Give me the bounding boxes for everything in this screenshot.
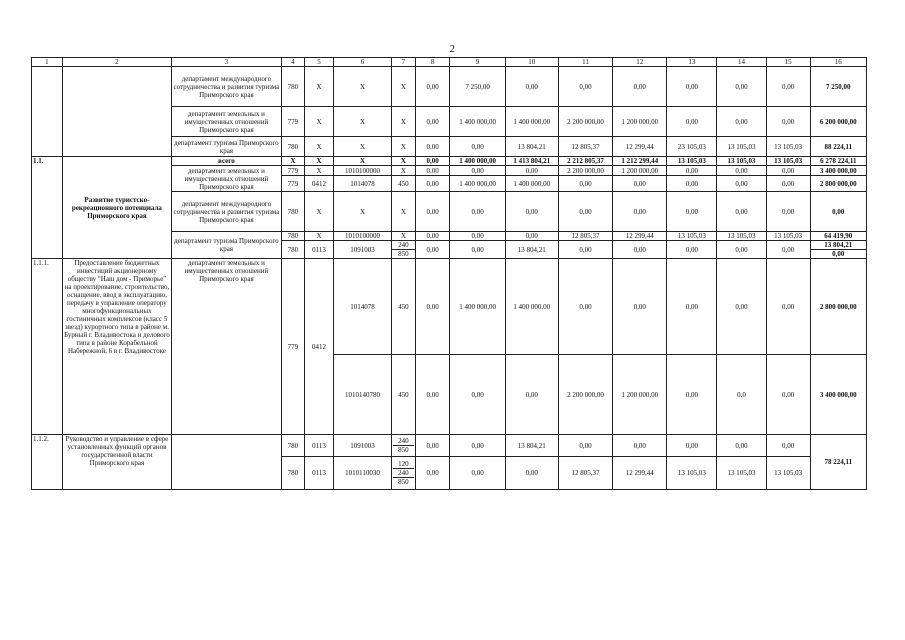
header-cell: 12 — [613, 58, 667, 67]
cell: 0,00 — [613, 259, 667, 355]
cell: 1 413 804,21 — [505, 157, 558, 166]
cell: 0,00 — [766, 192, 810, 232]
cell: 0,00 — [717, 435, 766, 457]
cell: Х — [333, 107, 391, 137]
cell: 1010100000 — [333, 166, 391, 176]
cell: 0,00 — [558, 241, 612, 259]
page-number: 2 — [449, 43, 456, 55]
header-cell: 2 — [62, 58, 171, 67]
cell: 1010100000 — [333, 232, 391, 241]
cell: 1091003 — [333, 241, 391, 259]
cell: 0,00 — [415, 457, 450, 490]
header-cell: 16 — [810, 58, 866, 67]
header-cell: 14 — [717, 58, 766, 67]
cell: 12 299,44 — [613, 137, 667, 157]
cell: Х — [305, 157, 334, 166]
cell-stack — [392, 435, 416, 457]
cell-executor: департамент международного сотрудничества и развития туризма Приморского края — [172, 67, 281, 107]
cell: 0,00 — [415, 435, 450, 457]
cell-total: 64 419,90 — [810, 232, 866, 241]
cell-num: 1.1. — [32, 157, 63, 259]
cell: 1 400 000,00 — [505, 176, 558, 192]
cell: 779 — [281, 176, 305, 192]
cell: 1 200 000,00 — [613, 107, 667, 137]
cell-executor: всего — [172, 157, 281, 166]
cell: 780 — [281, 435, 305, 457]
column-number-row — [32, 58, 867, 67]
cell: 450 — [392, 176, 416, 192]
cell: 12 299,44 — [613, 232, 667, 241]
cell: 0,00 — [558, 176, 612, 192]
cell-total: 0,00 — [810, 192, 866, 232]
cell: 780 — [281, 137, 305, 157]
cell: 0,00 — [766, 166, 810, 176]
cell: 1010110030 — [333, 457, 391, 490]
cell: Х — [392, 192, 416, 232]
cell-executor: департамент туризма Приморского края — [172, 137, 281, 157]
header-cell: 6 — [333, 58, 391, 67]
cell-name: Руководство и управление в сфере установленных функций органов государственной власти Приморского края — [62, 435, 171, 490]
cell-total: 0,00 — [810, 250, 866, 259]
cell: 0,00 — [667, 435, 717, 457]
cell: 13 105,03 — [667, 232, 717, 241]
cell: 240 — [392, 241, 416, 250]
cell: Х — [392, 157, 416, 166]
cell: 2 200 000,00 — [558, 355, 612, 435]
cell: 0412 — [305, 176, 334, 192]
cell: Х — [333, 157, 391, 166]
cell: 0,00 — [450, 241, 505, 259]
cell: 850 — [393, 477, 414, 486]
cell: 1014078 — [333, 259, 391, 355]
cell-executor: департамент земельных и имущественных отношений Приморского края — [172, 166, 281, 192]
cell-name: Предоставление бюджетных инвестиций акционерному обществу "Наш дом - Приморье" на проектирование, строительство, оснащение, ввод в эксплуатацию, передачу в управление оператору многофункциональных гостиничных комплексов (класс 5 звезд) курортного типа в районе м. Бурный г. Владивостока и делового типа в районе Корабельной Набережной, 6 в г. Владивостоке — [62, 259, 171, 435]
cell: Х — [305, 137, 334, 157]
cell: 0113 — [305, 241, 334, 259]
header-cell: 15 — [766, 58, 810, 67]
cell-num — [32, 67, 63, 157]
cell-total: 2 800 000,00 — [810, 176, 866, 192]
table-row — [32, 157, 867, 166]
cell: Х — [305, 67, 334, 107]
cell-name: Развитие туристско-рекреационного потенциала Приморского края — [62, 157, 171, 259]
cell: 0,00 — [415, 192, 450, 232]
cell: 780 — [281, 241, 305, 259]
cell: 0,00 — [613, 67, 667, 107]
cell: 0,00 — [717, 107, 766, 137]
cell: 12 299,44 — [613, 457, 667, 490]
cell: 0,00 — [717, 176, 766, 192]
cell: 850 — [392, 250, 416, 259]
cell: 0,00 — [667, 67, 717, 107]
cell: 1 400 000,00 — [505, 259, 558, 355]
table-row — [32, 435, 867, 457]
table-row — [32, 259, 867, 355]
cell: 13 105,03 — [717, 157, 766, 166]
cell: 0,00 — [415, 107, 450, 137]
header-cell: 10 — [505, 58, 558, 67]
table-row — [32, 67, 867, 107]
cell: 779 — [281, 259, 305, 435]
cell: 0,00 — [558, 259, 612, 355]
cell: 0,00 — [415, 232, 450, 241]
cell: 13 105,03 — [667, 457, 717, 490]
cell: Х — [392, 67, 416, 107]
cell: 0,00 — [558, 192, 612, 232]
cell: 0,00 — [505, 232, 558, 241]
cell: 13 105,03 — [766, 137, 810, 157]
cell: 0,00 — [667, 107, 717, 137]
cell: 0,00 — [667, 259, 717, 355]
cell: 13 804,21 — [505, 435, 558, 457]
cell: 0,00 — [415, 166, 450, 176]
cell: 0,00 — [667, 355, 717, 435]
cell-total: 78 224,11 — [810, 435, 866, 490]
cell-total: 3 400 000,00 — [810, 166, 866, 176]
cell: 0,00 — [450, 457, 505, 490]
cell: 0,00 — [667, 241, 717, 259]
cell: 0,00 — [505, 67, 558, 107]
cell: 780 — [281, 192, 305, 232]
cell: 0,00 — [415, 67, 450, 107]
cell: Х — [392, 137, 416, 157]
cell: 7 250,00 — [450, 67, 505, 107]
budget-table — [31, 57, 867, 490]
cell-total: 88 224,11 — [810, 137, 866, 157]
cell: 12 805,37 — [558, 232, 612, 241]
cell: 2 200 000,00 — [558, 107, 612, 137]
cell-stack — [392, 457, 416, 490]
cell: Х — [305, 107, 334, 137]
cell: 13 105,03 — [766, 232, 810, 241]
cell: 240 — [398, 437, 409, 445]
header-cell: 5 — [305, 58, 334, 67]
cell: 0,00 — [450, 435, 505, 457]
cell: 13 105,03 — [717, 457, 766, 490]
cell: Х — [333, 192, 391, 232]
cell-executor — [172, 435, 281, 490]
header-cell: 11 — [558, 58, 612, 67]
cell: 0,00 — [613, 192, 667, 232]
cell: 13 105,03 — [766, 157, 810, 166]
cell: 0,00 — [667, 192, 717, 232]
cell: 0,00 — [717, 241, 766, 259]
cell: 0,00 — [766, 355, 810, 435]
cell: 0,00 — [415, 137, 450, 157]
cell: 120 — [398, 460, 409, 468]
cell-total: 3 400 000,00 — [810, 355, 866, 435]
cell: 0,00 — [450, 232, 505, 241]
cell: 1 200 000,00 — [613, 355, 667, 435]
cell: Х — [305, 166, 334, 176]
cell: 12 805,37 — [558, 137, 612, 157]
header-cell: 1 — [32, 58, 63, 67]
cell: 0,00 — [766, 259, 810, 355]
cell: Х — [392, 232, 416, 241]
cell: 0,00 — [505, 457, 558, 490]
cell: 0,00 — [766, 176, 810, 192]
header-cell: 3 — [172, 58, 281, 67]
cell: 0,00 — [505, 355, 558, 435]
cell-name — [62, 67, 171, 157]
cell: 0,00 — [415, 157, 450, 166]
header-cell: 9 — [450, 58, 505, 67]
cell: 0,00 — [415, 355, 450, 435]
cell: 780 — [281, 67, 305, 107]
cell: 0,00 — [505, 192, 558, 232]
cell: 1 200 000,00 — [613, 166, 667, 176]
cell: 0,00 — [415, 241, 450, 259]
cell: 0,00 — [558, 435, 612, 457]
cell: 779 — [281, 107, 305, 137]
cell: Х — [392, 166, 416, 176]
cell-executor: департамент туризма Приморского края — [172, 232, 281, 259]
cell: 13 105,03 — [717, 137, 766, 157]
cell: 450 — [392, 259, 416, 355]
cell-executor: департамент международного сотрудничества и развития туризма Приморского края — [172, 192, 281, 232]
cell: 0,00 — [613, 176, 667, 192]
cell: 0,00 — [717, 192, 766, 232]
cell: 0,00 — [450, 137, 505, 157]
cell: 13 804,21 — [505, 241, 558, 259]
cell-total: 6 200 000,00 — [810, 107, 866, 137]
cell-num: 1.1.1. — [32, 259, 63, 435]
cell: 1 400 000,00 — [450, 157, 505, 166]
cell: 0,00 — [558, 67, 612, 107]
cell: 450 — [392, 355, 416, 435]
cell: 1010140780 — [333, 355, 391, 435]
cell: 13 105,03 — [717, 232, 766, 241]
cell: 0,00 — [717, 259, 766, 355]
cell-executor: департамент земельных и имущественных отношений Приморского края — [172, 259, 281, 435]
header-cell: 4 — [281, 58, 305, 67]
cell: 0412 — [305, 259, 334, 435]
cell-num: 1.1.2. — [32, 435, 63, 490]
cell: 0,00 — [613, 241, 667, 259]
cell: 1091003 — [333, 435, 391, 457]
cell: 0,00 — [505, 166, 558, 176]
cell: Х — [281, 157, 305, 166]
cell: 780 — [281, 457, 305, 490]
cell: 1 212 299,44 — [613, 157, 667, 166]
cell: 0,00 — [667, 176, 717, 192]
cell: 23 105,03 — [667, 137, 717, 157]
cell: 1 400 000,00 — [505, 107, 558, 137]
cell: Х — [333, 137, 391, 157]
cell: Х — [392, 107, 416, 137]
cell: 2 200 000,00 — [558, 166, 612, 176]
cell: 0113 — [305, 435, 334, 457]
cell-total: 2 800 000,00 — [810, 259, 866, 355]
cell: 0,00 — [450, 192, 505, 232]
cell: 0,00 — [766, 67, 810, 107]
cell: 0,00 — [717, 166, 766, 176]
cell: 0,00 — [415, 259, 450, 355]
cell: 13 804,21 — [505, 137, 558, 157]
cell: 850 — [393, 445, 414, 454]
cell: 1 400 000,00 — [450, 107, 505, 137]
cell: 0113 — [305, 457, 334, 490]
cell: 1014078 — [333, 176, 391, 192]
cell: Х — [305, 192, 334, 232]
header-cell: 8 — [415, 58, 450, 67]
cell: 13 105,03 — [766, 457, 810, 490]
cell: 0,0 — [717, 355, 766, 435]
cell: 0,00 — [766, 241, 810, 259]
cell: 12 805,37 — [558, 457, 612, 490]
cell: 0,00 — [450, 166, 505, 176]
cell: 0,00 — [766, 107, 810, 137]
cell-total: 7 250,00 — [810, 67, 866, 107]
cell: 0,00 — [717, 67, 766, 107]
cell: 13 105,03 — [667, 157, 717, 166]
cell: 0,00 — [450, 355, 505, 435]
cell: Х — [333, 67, 391, 107]
cell: Х — [305, 232, 334, 241]
cell: 1 400 000,00 — [450, 176, 505, 192]
header-cell: 7 — [392, 58, 416, 67]
cell: 0,00 — [667, 166, 717, 176]
cell: 2 212 805,37 — [558, 157, 612, 166]
header-cell: 13 — [667, 58, 717, 67]
cell: 0,00 — [766, 435, 810, 457]
cell-total: 13 804,21 — [810, 241, 866, 250]
cell-executor: департамент земельных и имущественных отношений Приморского края — [172, 107, 281, 137]
cell: 240 — [393, 468, 414, 477]
cell-total: 6 278 224,11 — [810, 157, 866, 166]
cell: 780 — [281, 232, 305, 241]
cell: 0,00 — [613, 435, 667, 457]
cell: 0,00 — [415, 176, 450, 192]
cell: 1 400 000,00 — [450, 259, 505, 355]
cell: 779 — [281, 166, 305, 176]
